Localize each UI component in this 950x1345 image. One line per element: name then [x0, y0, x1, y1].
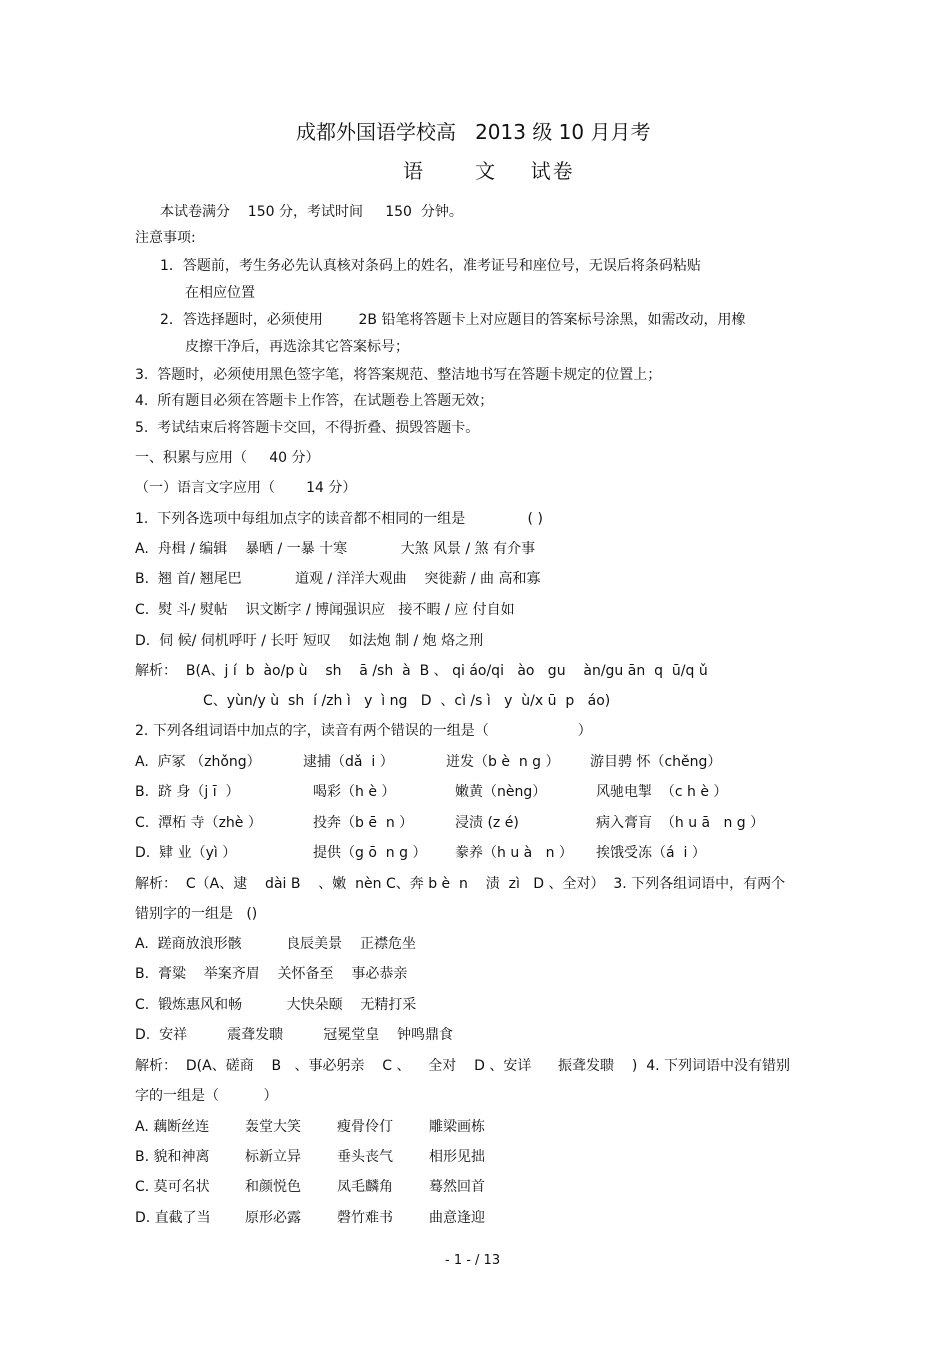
question-4-option-d: 原形必露 — [245, 1210, 301, 1226]
question-2-analysis: 解析： C（A、逮 dài B 、嫩 nèn C、奔 b è n 渍 zì D 、全对） 3. 下列各组词语中，有两个 — [135, 876, 786, 892]
question-4-option-b: 垂头丧气 — [337, 1149, 393, 1165]
question-3-option-d: D. 安祥 震聋发聩 冠冕堂皇 钟鸣鼎食 — [135, 1027, 454, 1043]
question-2-option-a: A. 庐冢 （zhǒng） — [135, 754, 261, 770]
question-4-option-a: 瘦骨伶仃 — [337, 1119, 393, 1135]
question-3-stem-continuation: 错别字的一组是 () — [135, 906, 258, 922]
question-4-option-b: B. 貌和神离 — [135, 1149, 210, 1165]
question-2-option-c: 投奔（b ē n ） — [313, 815, 414, 831]
question-2-option-d: 提供（g ō n g ） — [313, 845, 427, 861]
question-2-option-b: B. 跻 身（j ī ） — [135, 784, 240, 800]
question-1-option-c: C. 熨 斗/ 熨帖 识文断字 / 博闻强识应 接不暇 / 应 付自如 — [135, 602, 515, 618]
section-heading: 一、积累与应用（ 40 分） — [135, 450, 320, 466]
notice-item: 1．答题前，考生务必先认真核对条码上的姓名，准考证号和座位号，无误后将条码粘贴 — [160, 258, 701, 274]
question-2-option-b: 风驰电掣 （c h è ） — [596, 784, 728, 800]
question-1-option-b: B. 翘 首/ 翘尾巴 道观 / 洋洋大观曲 突徙薪 / 曲 高和寡 — [135, 571, 541, 587]
notice-item: 4. 所有题目必须在答题卡上作答，在试题卷上答题无效； — [135, 393, 494, 409]
question-4-option-a: A. 藕断丝连 — [135, 1119, 210, 1135]
intro-text: 本试卷满分 150 分，考试时间 150 分钟。 — [160, 204, 463, 220]
question-4-option-a: 轰堂大笑 — [245, 1119, 301, 1135]
notice-item: 2．答选择题时，必须使用 2B 铅笔将答题卡上对应题目的答案标号涂黑，如需改动，用橡 — [160, 312, 746, 328]
question-2-option-d: 挨饿受冻（á i ） — [596, 845, 706, 861]
question-4-option-c: 和颜悦色 — [245, 1179, 301, 1195]
question-2-option-d: 豢养（h u à n ） — [455, 845, 573, 861]
question-4-option-b: 标新立异 — [245, 1149, 301, 1165]
question-2-option-b: 嫩黄（nèng） — [455, 784, 547, 800]
question-2-option-a: 迸发（b è n g ） — [446, 754, 560, 770]
question-4-option-c: 蓦然回首 — [429, 1179, 485, 1195]
question-4-option-d: 曲意逢迎 — [429, 1210, 485, 1226]
question-1-option-a: A. 舟楫 / 编辑 暴晒 / 一暴 十寒 大煞 风景 / 煞 有介事 — [135, 541, 536, 557]
question-1-option-d: D. 伺 候/ 伺机呼吁 / 长吁 短叹 如法炮 制 / 炮 烙之刑 — [135, 633, 484, 649]
document-subtitle: 语 文 试卷 — [403, 159, 575, 183]
question-4-option-b: 相形见拙 — [429, 1149, 485, 1165]
notice-item: 3. 答题时，必须使用黑色签字笔，将答案规范、整洁地书写在答题卡规定的位置上； — [135, 367, 662, 383]
question-1-stem: 1. 下列各选项中每组加点字的读音都不相同的一组是 ( ) — [135, 511, 543, 527]
document-title: 成都外国语学校高 2013 级 10 月月考 — [296, 120, 651, 144]
question-3-option-b: B. 膏粱 举案齐眉 关怀备至 事必恭亲 — [135, 966, 408, 982]
question-3-option-a: A. 蹉商放浪形骸 良辰美景 正襟危坐 — [135, 936, 416, 952]
question-3-option-c: C. 锻炼惠风和畅 大快朵颐 无精打采 — [135, 997, 417, 1013]
question-2-option-b: 喝彩（h è ） — [313, 784, 396, 800]
notice-item-continuation: 在相应位置 — [185, 285, 255, 301]
notice-item-continuation: 皮擦干净后，再选涂其它答案标号； — [185, 339, 409, 355]
notice-heading: 注意事项: — [135, 230, 196, 246]
page-number: - 1 - / 13 — [445, 1253, 501, 1268]
notice-item: 5. 考试结束后将答题卡交回，不得折叠、损毁答题卡。 — [135, 420, 480, 436]
question-1-analysis-continuation: C、yùn/y ù sh í /zh ì y ì ng D 、cì /s ì y ù/x ū p áo) — [203, 693, 611, 709]
question-4-option-c: 凤毛麟角 — [337, 1179, 393, 1195]
question-2-option-c: 病入膏肓 （h u ā n g ） — [596, 815, 765, 831]
question-2-option-c: C. 潭柘 寺（zhè ） — [135, 815, 262, 831]
question-2-option-d: D. 肄 业（yì ） — [135, 845, 237, 861]
question-4-option-d: 磬竹难书 — [337, 1210, 393, 1226]
question-4-option-c: C. 莫可名状 — [135, 1179, 210, 1195]
question-2-option-a: 游目骋 怀（chěng） — [590, 754, 722, 770]
question-4-option-a: 雕梁画栋 — [429, 1119, 485, 1135]
subsection-heading: （一）语言文字应用（ 14 分） — [135, 480, 357, 496]
question-4-stem-continuation: 字的一组是（ ） — [135, 1088, 278, 1104]
question-2-option-c: 浸渍 (z é) — [455, 815, 519, 831]
question-2-option-a: 逮捕（dǎ i ） — [303, 754, 394, 770]
question-1-analysis: 解析： B(A、j í b ào/p ù sh ā /sh à B 、 qi áo/qi ào gu àn/gu ān q ū/q ǔ — [135, 663, 708, 679]
question-2-stem: 2. 下列各组词语中加点的字，读音有两个错误的一组是（ ） — [135, 723, 592, 739]
question-3-analysis: 解析： D(A、磋商 B 、事必躬亲 C 、 全对 D 、安详 振聋发聩 ) 4. 下列词语中没有错别 — [135, 1058, 791, 1074]
question-4-option-d: D. 直截了当 — [135, 1210, 211, 1226]
